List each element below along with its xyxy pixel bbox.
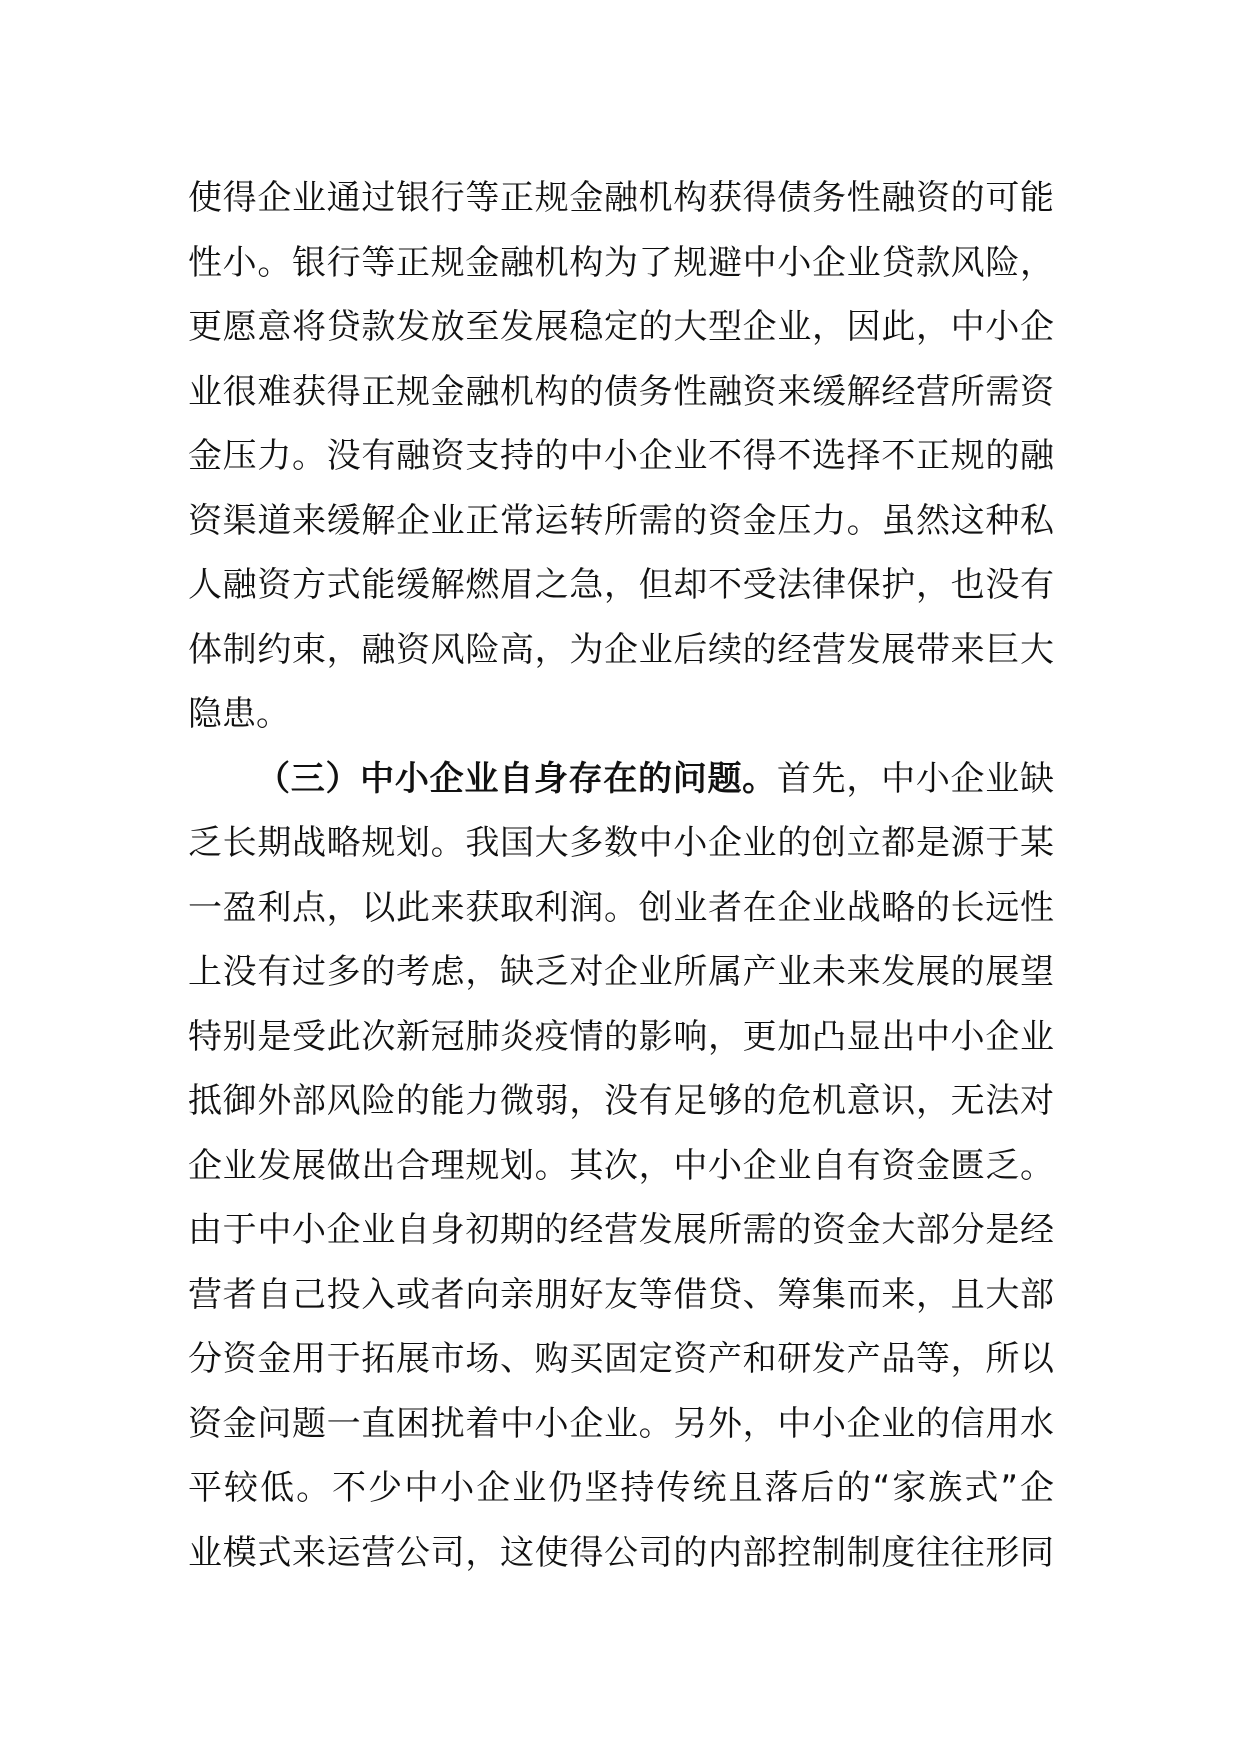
text-line: 性小。银行等正规金融机构为了规避中小企业贷款风险， [188,242,1054,283]
text-line: 业很难获得正规金融机构的债务性融资来缓解经营所需资 [188,371,1054,412]
text-line: 抵御外部风险的能力微弱，没有足够的危机意识，无法对 [188,1081,1054,1121]
text-line: 体制约束，融资风险高，为企业后续的经营发展带来巨大 [188,629,1054,670]
text-line: 使得企业通过银行等正规金融机构获得债务性融资的可能 [188,178,1054,218]
text-line: 更愿意将贷款发放至发展稳定的大型企业，因此，中小企 [188,307,1054,347]
body-text [188,166,1054,1585]
text-line: 由于中小企业自身初期的经营发展所需的资金大部分是经 [188,1210,1054,1250]
text-line: 乏长期战略规划。我国大多数中小企业的创立都是源于某 [188,823,1054,863]
text-line: 业模式来运营公司，这使得公司的内部控制制度往往形同 [188,1532,1054,1573]
text-line: 企业发展做出合理规划。其次，中小企业自有资金匮乏。 [188,1145,1054,1186]
text-line: 营者自己投入或者向亲朋好友等借贷、筹集而来，且大部 [188,1274,1054,1315]
text-line: 特别是受此次新冠肺炎疫情的影响，更加凸显出中小企业 [188,1016,1054,1057]
paragraph-continued [188,166,1054,747]
text-line: 上没有过多的考虑，缺乏对企业所属产业未来发展的展望 [188,952,1054,992]
text-line: 平较低。不少中小企业仍坚持传统且落后的“家族式”企 [188,1468,1054,1508]
text-line: 金压力。没有融资支持的中小企业不得不选择不正规的融 [188,436,1054,476]
text-line: 隐患。 [188,694,290,734]
text-line: 资金问题一直困扰着中小企业。另外，中小企业的信用水 [188,1403,1054,1444]
text-line: 人融资方式能缓解燃眉之急，但却不受法律保护，也没有 [188,565,1054,605]
section-three-paragraph [188,747,1054,1586]
section-first-line [188,747,1054,812]
section-heading: （三）中小企业自身存在的问题。 [256,758,777,799]
text-line: 一盈利点，以此来获取利润。创业者在企业战略的长远性 [188,887,1054,928]
section-first-line-text: 首先，中小企业缺 [776,758,1055,799]
text-line: 分资金用于拓展市场、购买固定资产和研发产品等，所以 [188,1339,1054,1379]
text-line: 资渠道来缓解企业正常运转所需的资金压力。虽然这种私 [188,500,1054,541]
